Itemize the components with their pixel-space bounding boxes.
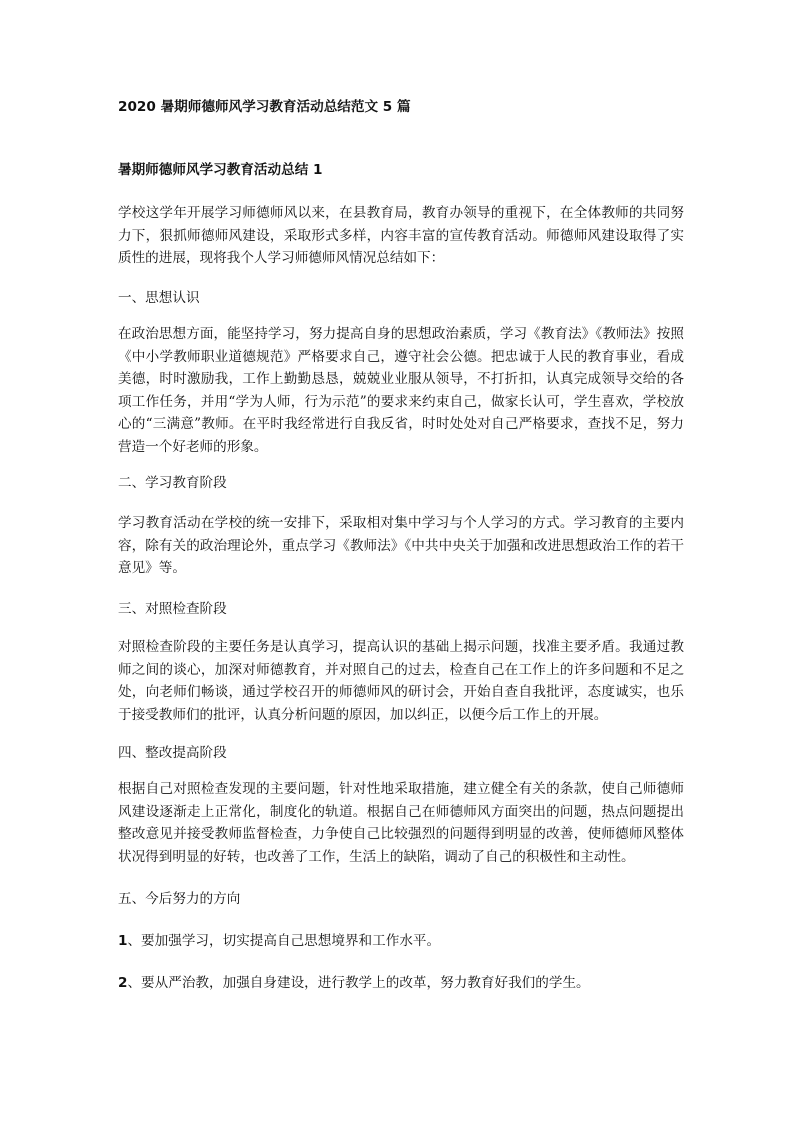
intro-paragraph: 学校这学年开展学习师德师风以来，在县教育局，教育办领导的重视下，在全体教师的共同努力下，狠抓师德师风建设，采取形式多样，内容丰富的宣传教育活动。师德师风建设取得了实质性的进展，现将我个人学习师德师风情况总结如下：	[118, 205, 684, 266]
section-subtitle: 暑期师德师风学习教育活动总结 1	[118, 162, 323, 178]
list-item-text: 、要从严治教，加强自身建设，进行教学上的改革，努力教育好我们的学生。	[127, 975, 590, 991]
section-body-4: 根据自己对照检查发现的主要问题，针对性地采取措施，建立健全有关的条款，使自己师德师风建设逐渐走上正常化，制度化的轨道。根据自己在师德师风方面突出的问题，热点问题提出整改意见并接受教师监督检查，力争使自己比较强烈的问题得到明显的改善，使师德师风整体状况得到明显的好转，也改善了工作，生活上的缺陷，调动了自己的积极性和主动性。	[118, 781, 684, 865]
list-item-number: 1	[118, 933, 128, 949]
section-body-3: 对照检查阶段的主要任务是认真学习，提高认识的基础上揭示问题，找准主要矛盾。我通过教师之间的谈心，加深对师德教育，并对照自己的过去，检查自己在工作上的许多问题和不足之处，向老师们畅谈，通过学校召开的师德师风的研讨会，开始自查自我批评，态度诚实，也乐于接受教师们的批评，认真分析问题的原因，加以纠正，以便今后工作上的开展。	[118, 639, 684, 723]
section-body-2: 学习教育活动在学校的统一安排下，采取相对集中学习与个人学习的方式。学习教育的主要内容，除有关的政治理论外，重点学习《教师法》《中共中央关于加强和改进思想政治工作的若干意见》等。	[118, 515, 684, 576]
list-item-number: 2	[118, 975, 128, 991]
list-item-2	[118, 972, 684, 995]
section-heading-1: 一、思想认识	[118, 290, 200, 306]
list-item-text: 、要加强学习，切实提高自己思想境界和工作水平。	[127, 933, 441, 949]
section-heading-2: 二、学习教育阶段	[118, 475, 227, 491]
section-body-1: 在政治思想方面，能坚持学习，努力提高自身的思想政治素质，学习《教育法》《教师法》按照《中小学教师职业道德规范》严格要求自己，遵守社会公德。把忠诚于人民的教育事业，看成美德，时时激励我，工作上勤勤恳恳，兢兢业业服从领导，不打折扣，认真完成领导交给的各项工作任务，并用“学为人师，行为示范”的要求来约束自己，做家长认可，学生喜欢，学校放心的“三满意”教师。在平时我经常进行自我反省，时时处处对自己严格要求，查找不足，努力营造一个好老师的形象。	[118, 326, 684, 455]
list-item-1	[118, 930, 684, 953]
section-heading-3: 三、对照检查阶段	[118, 601, 227, 617]
section-heading-4: 四、整改提高阶段	[118, 745, 227, 761]
section-heading-5: 五、今后努力的方向	[118, 891, 241, 907]
document-title: 2020 暑期师德师风学习教育活动总结范文 5 篇	[118, 99, 411, 115]
